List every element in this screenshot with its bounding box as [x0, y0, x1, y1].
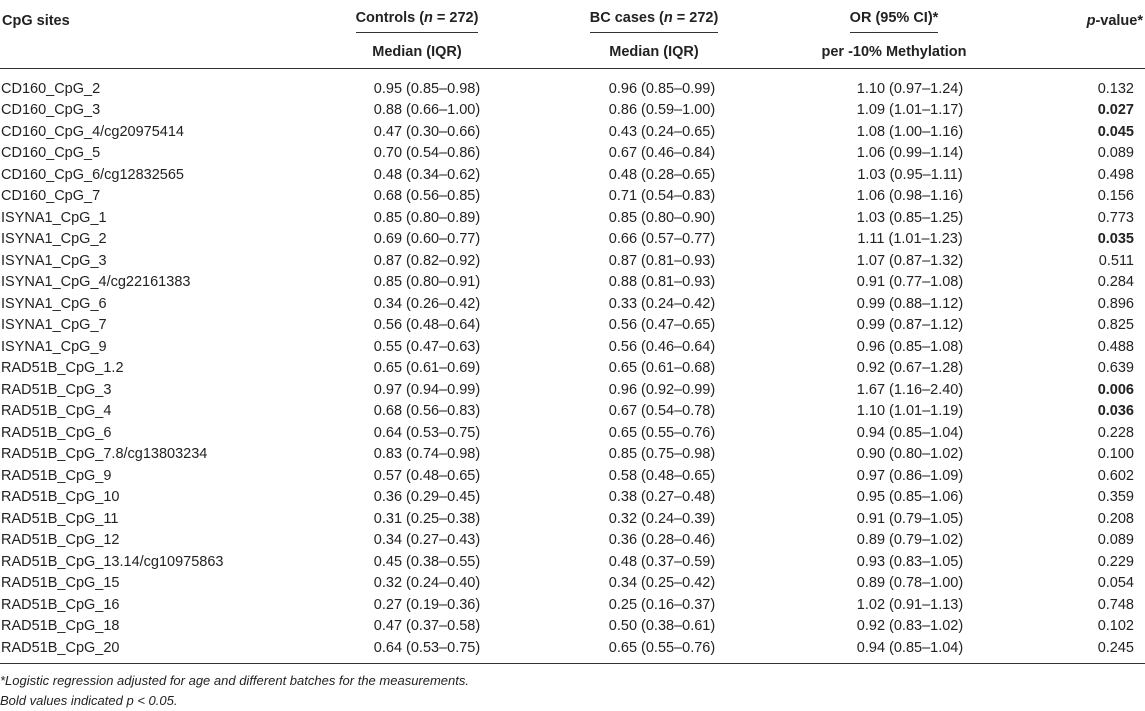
cell-odds-ratio: 1.09 (1.01–1.17) — [856, 102, 964, 119]
cell-cpg-site: RAD51B_CpG_16 — [1, 596, 120, 613]
cell-controls-median: 0.83 (0.74–0.98) — [373, 446, 481, 463]
table-row — [0, 487, 1145, 509]
cell-controls-median: 0.87 (0.82–0.92) — [373, 252, 481, 269]
cell-p-value: 0.228 — [1097, 424, 1134, 441]
cell-cpg-site: ISYNA1_CpG_6 — [1, 295, 107, 312]
header-p-value: p-value* — [1086, 13, 1143, 29]
cell-odds-ratio: 0.95 (0.85–1.06) — [856, 489, 964, 506]
cell-p-value: 0.488 — [1097, 338, 1134, 355]
cell-cpg-site: ISYNA1_CpG_4/cg22161383 — [1, 274, 191, 291]
header-controls-sub: Median (IQR) — [300, 36, 534, 69]
table-row — [0, 465, 1145, 487]
table-header — [0, 0, 1145, 69]
cell-p-value: 0.825 — [1097, 317, 1134, 334]
cell-odds-ratio: 0.94 (0.85–1.04) — [856, 424, 964, 441]
table-row — [0, 78, 1145, 100]
cell-p-value: 0.748 — [1097, 596, 1134, 613]
cell-odds-ratio: 0.89 (0.79–1.02) — [856, 532, 964, 549]
cell-bc-median: 0.43 (0.24–0.65) — [608, 123, 716, 140]
cell-odds-ratio: 0.91 (0.79–1.05) — [856, 510, 964, 527]
cell-p-value: 0.036 — [1097, 403, 1134, 420]
cell-controls-median: 0.64 (0.53–0.75) — [373, 424, 481, 441]
cell-cpg-site: ISYNA1_CpG_1 — [1, 209, 107, 226]
cell-p-value: 0.156 — [1097, 188, 1134, 205]
cell-bc-median: 0.96 (0.85–0.99) — [608, 80, 716, 97]
header-odds-ratio: OR (95% CI)* — [774, 0, 1014, 36]
cell-p-value: 0.208 — [1097, 510, 1134, 527]
cell-bc-median: 0.88 (0.81–0.93) — [608, 274, 716, 291]
cell-p-value: 0.089 — [1097, 532, 1134, 549]
cell-bc-median: 0.96 (0.92–0.99) — [608, 381, 716, 398]
table-row — [0, 358, 1145, 380]
cell-controls-median: 0.27 (0.19–0.36) — [373, 596, 481, 613]
cell-bc-median: 0.56 (0.46–0.64) — [608, 338, 716, 355]
cell-bc-median: 0.65 (0.61–0.68) — [608, 360, 716, 377]
cell-bc-median: 0.38 (0.27–0.48) — [608, 489, 716, 506]
cell-p-value: 0.006 — [1097, 381, 1134, 398]
table-row — [0, 207, 1145, 229]
header-controls: Controls (n = 272) — [300, 0, 534, 36]
cell-odds-ratio: 1.07 (0.87–1.32) — [856, 252, 964, 269]
cell-p-value: 0.245 — [1014, 637, 1145, 663]
cell-cpg-site: CD160_CpG_2 — [1, 80, 101, 97]
cell-odds-ratio: 1.08 (1.00–1.16) — [856, 123, 964, 140]
cell-controls-median: 0.34 (0.27–0.43) — [373, 532, 481, 549]
cell-p-value: 0.359 — [1097, 489, 1134, 506]
cell-controls-median: 0.68 (0.56–0.85) — [373, 188, 481, 205]
cell-odds-ratio: 1.06 (0.98–1.16) — [856, 188, 964, 205]
cell-cpg-site: CD160_CpG_5 — [1, 145, 101, 162]
footnotes — [0, 671, 469, 711]
cell-odds-ratio: 1.02 (0.91–1.13) — [856, 596, 964, 613]
table-row — [0, 229, 1145, 251]
cell-bc-median: 0.85 (0.80–0.90) — [608, 209, 716, 226]
cell-p-value: 0.102 — [1097, 618, 1134, 635]
table-row — [0, 379, 1145, 401]
cell-cpg-site: ISYNA1_CpG_9 — [1, 338, 107, 355]
cell-controls-median: 0.48 (0.34–0.62) — [373, 166, 481, 183]
table-row — [0, 315, 1145, 337]
cell-bc-median: 0.36 (0.28–0.46) — [608, 532, 716, 549]
cell-odds-ratio: 0.90 (0.80–1.02) — [856, 446, 964, 463]
cell-controls-median: 0.32 (0.24–0.40) — [373, 575, 481, 592]
table-row — [0, 444, 1145, 466]
cell-controls-median: 0.88 (0.66–1.00) — [373, 102, 481, 119]
table-body — [0, 69, 1145, 664]
table-row — [0, 508, 1145, 530]
cell-bc-median: 0.33 (0.24–0.42) — [608, 295, 716, 312]
cell-controls-median: 0.34 (0.26–0.42) — [373, 295, 481, 312]
cell-cpg-site: RAD51B_CpG_1.2 — [1, 360, 124, 377]
cell-bc-median: 0.34 (0.25–0.42) — [608, 575, 716, 592]
cell-odds-ratio: 0.92 (0.83–1.02) — [856, 618, 964, 635]
cell-controls-median: 0.47 (0.30–0.66) — [373, 123, 481, 140]
cell-bc-median: 0.48 (0.28–0.65) — [608, 166, 716, 183]
cell-cpg-site: CD160_CpG_3 — [1, 102, 101, 119]
cell-p-value: 0.284 — [1097, 274, 1134, 291]
cell-p-value: 0.229 — [1097, 553, 1134, 570]
table-row — [0, 143, 1145, 165]
cell-p-value: 0.054 — [1097, 575, 1134, 592]
cell-bc-median: 0.58 (0.48–0.65) — [608, 467, 716, 484]
table-row — [0, 637, 1145, 663]
cell-p-value: 0.035 — [1097, 231, 1134, 248]
cell-bc-median: 0.32 (0.24–0.39) — [608, 510, 716, 527]
cell-cpg-site: RAD51B_CpG_15 — [1, 575, 120, 592]
cell-odds-ratio: 1.03 (0.95–1.11) — [857, 166, 963, 183]
header-sub-empty-p — [1014, 36, 1145, 69]
cell-controls-median: 0.97 (0.94–0.99) — [373, 381, 481, 398]
cell-odds-ratio: 1.67 (1.16–2.40) — [856, 381, 964, 398]
header-bc-cases: BC cases (n = 272) — [534, 0, 774, 36]
cell-bc-median: 0.48 (0.37–0.59) — [608, 553, 716, 570]
cell-bc-median: 0.67 (0.46–0.84) — [608, 145, 716, 162]
cell-bc-median: 0.65 (0.55–0.76) — [608, 424, 716, 441]
cell-p-value: 0.896 — [1097, 295, 1134, 312]
header-sub-empty — [0, 36, 300, 69]
cell-p-value: 0.498 — [1097, 166, 1134, 183]
header-or-sub: per -10% Methylation — [774, 36, 1014, 69]
cell-odds-ratio: 1.03 (0.85–1.25) — [856, 209, 964, 226]
cell-controls-median: 0.31 (0.25–0.38) — [373, 510, 481, 527]
cell-bc-median: 0.87 (0.81–0.93) — [608, 252, 716, 269]
footnote-bold-values: Bold values indicated p < 0.05. — [0, 693, 178, 708]
cell-cpg-site: ISYNA1_CpG_3 — [1, 252, 107, 269]
table-row — [0, 164, 1145, 186]
cell-controls-median: 0.95 (0.85–0.98) — [373, 80, 481, 97]
cell-p-value: 0.602 — [1097, 467, 1134, 484]
cell-odds-ratio: 1.06 (0.99–1.14) — [856, 145, 964, 162]
cell-p-value: 0.027 — [1097, 102, 1134, 119]
cell-odds-ratio: 1.10 (0.97–1.24) — [856, 80, 964, 97]
table-row — [0, 401, 1145, 423]
cell-odds-ratio: 0.99 (0.88–1.12) — [856, 295, 964, 312]
cell-controls-median: 0.55 (0.47–0.63) — [373, 338, 481, 355]
table-row — [0, 530, 1145, 552]
cell-cpg-site: RAD51B_CpG_4 — [1, 403, 112, 420]
cell-bc-median: 0.71 (0.54–0.83) — [608, 188, 716, 205]
cell-odds-ratio: 0.92 (0.67–1.28) — [856, 360, 964, 377]
cell-controls-median: 0.56 (0.48–0.64) — [373, 317, 481, 334]
cell-odds-ratio: 0.97 (0.86–1.09) — [856, 467, 964, 484]
table-row — [0, 336, 1145, 358]
cell-odds-ratio: 0.94 (0.85–1.04) — [774, 637, 1014, 663]
table-row — [0, 272, 1145, 294]
cell-p-value: 0.089 — [1097, 145, 1134, 162]
cell-bc-median: 0.65 (0.55–0.76) — [534, 637, 774, 663]
header-bc-sub: Median (IQR) — [534, 36, 774, 69]
cell-p-value: 0.100 — [1097, 446, 1134, 463]
cell-p-value: 0.639 — [1097, 360, 1134, 377]
cell-odds-ratio: 0.99 (0.87–1.12) — [856, 317, 964, 334]
cell-bc-median: 0.86 (0.59–1.00) — [608, 102, 716, 119]
table-row — [0, 594, 1145, 616]
table-row — [0, 422, 1145, 444]
cell-odds-ratio: 0.93 (0.83–1.05) — [856, 553, 964, 570]
cell-bc-median: 0.66 (0.57–0.77) — [608, 231, 716, 248]
cell-cpg-site: CD160_CpG_7 — [1, 188, 101, 205]
cell-controls-median: 0.64 (0.53–0.75) — [300, 637, 534, 663]
cell-cpg-site: RAD51B_CpG_10 — [1, 489, 120, 506]
cell-cpg-site: ISYNA1_CpG_7 — [1, 317, 107, 334]
cell-cpg-site: RAD51B_CpG_20 — [0, 637, 300, 663]
cell-cpg-site: RAD51B_CpG_18 — [1, 618, 120, 635]
cell-controls-median: 0.70 (0.54–0.86) — [373, 145, 481, 162]
table-row — [0, 616, 1145, 638]
footnote-logistic-regression: *Logistic regression adjusted for age and different batches for the measurements. — [0, 673, 469, 688]
cell-controls-median: 0.85 (0.80–0.89) — [373, 209, 481, 226]
cell-cpg-site: RAD51B_CpG_3 — [1, 381, 112, 398]
cell-cpg-site: ISYNA1_CpG_2 — [1, 231, 107, 248]
cell-odds-ratio: 0.91 (0.77–1.08) — [856, 274, 964, 291]
table-row — [0, 100, 1145, 122]
cell-cpg-site: CD160_CpG_4/cg20975414 — [1, 123, 184, 140]
header-cpg-sites: CpG sites — [2, 13, 70, 29]
cell-controls-median: 0.45 (0.38–0.55) — [373, 553, 481, 570]
table-row — [0, 250, 1145, 272]
table-row — [0, 293, 1145, 315]
cell-controls-median: 0.65 (0.61–0.69) — [373, 360, 481, 377]
table-row — [0, 186, 1145, 208]
cell-controls-median: 0.69 (0.60–0.77) — [373, 231, 481, 248]
cell-odds-ratio: 0.89 (0.78–1.00) — [856, 575, 964, 592]
cell-bc-median: 0.67 (0.54–0.78) — [608, 403, 716, 420]
cell-cpg-site: RAD51B_CpG_13.14/cg10975863 — [1, 553, 224, 570]
cell-bc-median: 0.85 (0.75–0.98) — [608, 446, 716, 463]
cell-cpg-site: RAD51B_CpG_7.8/cg13803234 — [1, 446, 208, 463]
cell-controls-median: 0.68 (0.56–0.83) — [373, 403, 481, 420]
cell-p-value: 0.511 — [1098, 252, 1134, 269]
cell-odds-ratio: 1.10 (1.01–1.19) — [856, 403, 964, 420]
cell-cpg-site: RAD51B_CpG_11 — [1, 510, 119, 527]
cell-odds-ratio: 1.11 (1.01–1.23) — [857, 231, 963, 248]
cell-controls-median: 0.36 (0.29–0.45) — [373, 489, 481, 506]
cell-cpg-site: RAD51B_CpG_12 — [1, 532, 120, 549]
cell-p-value: 0.132 — [1097, 80, 1134, 97]
cell-cpg-site: RAD51B_CpG_6 — [1, 424, 112, 441]
cell-bc-median: 0.50 (0.38–0.61) — [608, 618, 716, 635]
cell-controls-median: 0.47 (0.37–0.58) — [373, 618, 481, 635]
cell-cpg-site: CD160_CpG_6/cg12832565 — [1, 166, 184, 183]
cell-cpg-site: RAD51B_CpG_9 — [1, 467, 112, 484]
cell-p-value: 0.773 — [1097, 209, 1134, 226]
cell-controls-median: 0.57 (0.48–0.65) — [373, 467, 481, 484]
cell-bc-median: 0.25 (0.16–0.37) — [608, 596, 716, 613]
cell-p-value: 0.045 — [1097, 123, 1134, 140]
table-row — [0, 121, 1145, 143]
cell-controls-median: 0.85 (0.80–0.91) — [373, 274, 481, 291]
cell-bc-median: 0.56 (0.47–0.65) — [608, 317, 716, 334]
table-row — [0, 573, 1145, 595]
cell-odds-ratio: 0.96 (0.85–1.08) — [856, 338, 964, 355]
table-row — [0, 551, 1145, 573]
